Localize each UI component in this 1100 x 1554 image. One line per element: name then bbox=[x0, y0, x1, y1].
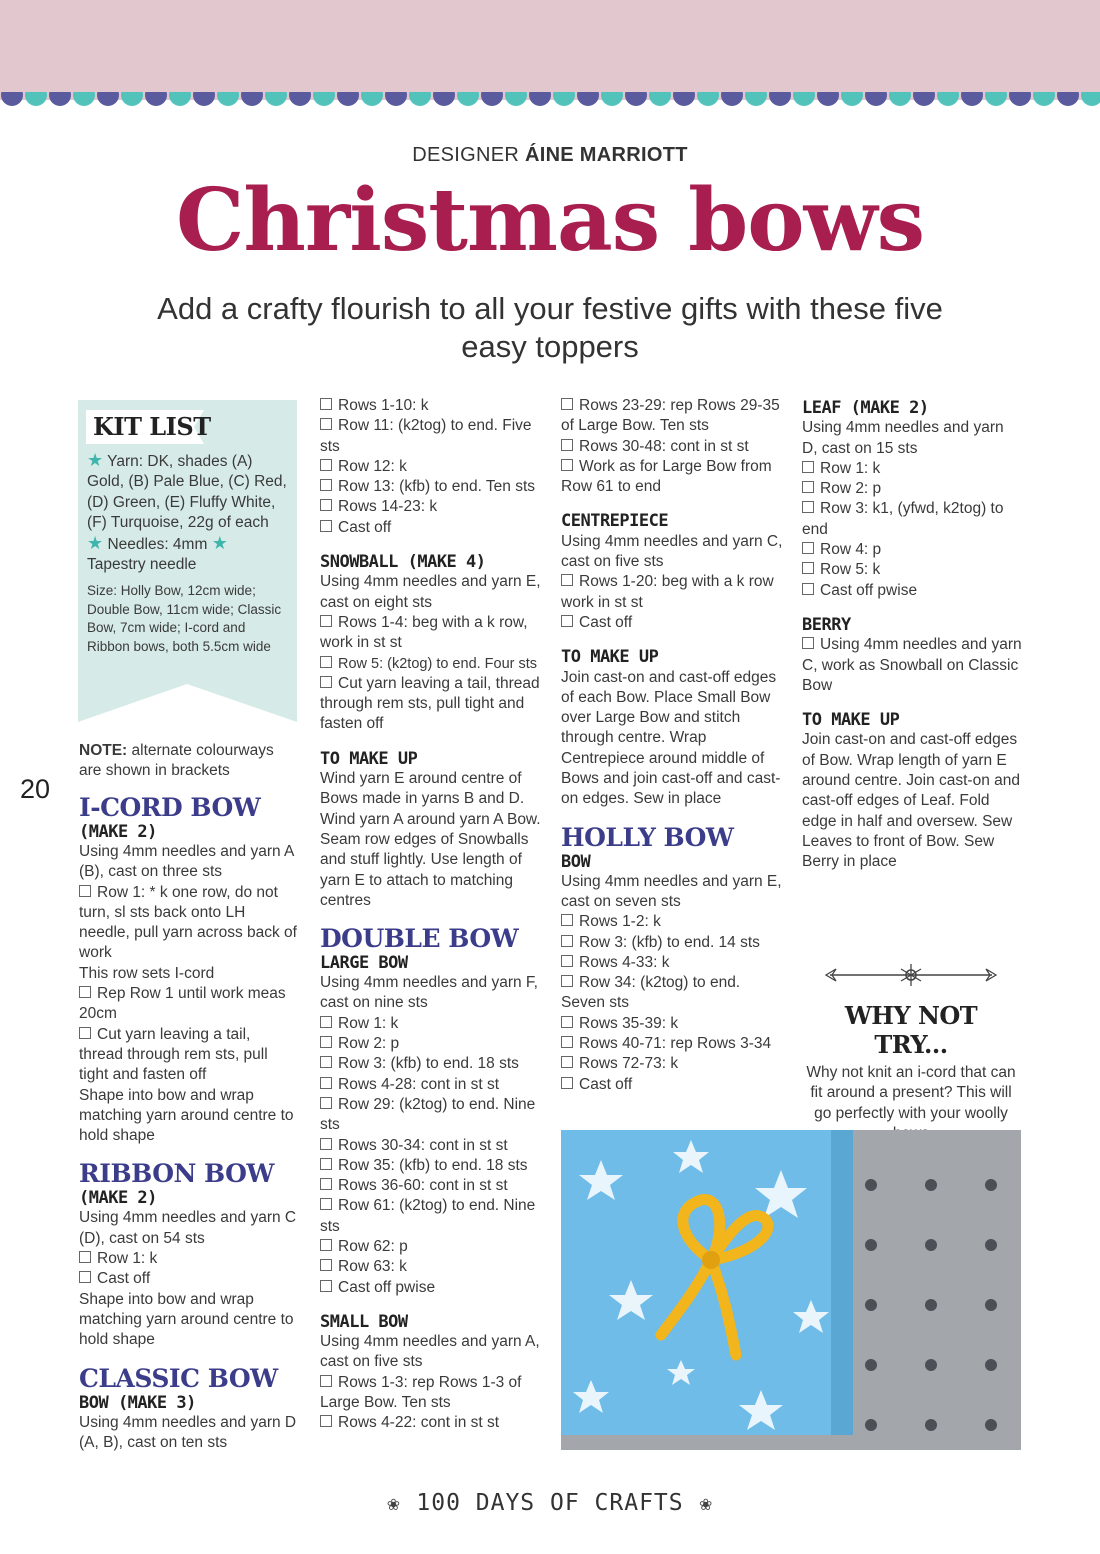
scallop bbox=[73, 92, 95, 106]
scallop bbox=[409, 92, 431, 106]
holly-step: Rows 72-73: k bbox=[561, 1054, 783, 1074]
classic-step: Row 13: (kfb) to end. Ten sts bbox=[320, 477, 542, 497]
scallop bbox=[889, 92, 911, 106]
scallop bbox=[673, 92, 695, 106]
small-title: SMALL BOW bbox=[320, 1311, 408, 1332]
ribbon-line: Shape into bow and wrap matching yarn around centre to hold shape bbox=[79, 1290, 294, 1349]
checkbox[interactable] bbox=[561, 1036, 573, 1048]
makeup-line: Join cast-on and cast-off edges of Bow. Wrap length of yarn E around centre. Join cast-on and cast-off edges of Leaf. Fold edge in half and oversew. Sew Leaves to front of Bow. Sew Berry in place bbox=[802, 731, 1020, 871]
why-not-try-title: WHY NOT TRY... bbox=[844, 1001, 978, 1059]
icord-title: I-CORD BOW bbox=[79, 793, 261, 822]
scallop bbox=[337, 92, 359, 106]
snowball-line: Using 4mm needles and yarn E, cast on eight sts bbox=[320, 573, 541, 611]
scallop bbox=[1009, 92, 1031, 106]
ribbon-line: Using 4mm needles and yarn C (D), cast on 54 sts bbox=[79, 1209, 297, 1247]
ribbon-subtitle: (MAKE 2) bbox=[79, 1188, 157, 1209]
designer-label: DESIGNER bbox=[412, 144, 520, 166]
peg-hole bbox=[865, 1359, 877, 1371]
checkbox[interactable] bbox=[320, 676, 332, 688]
column-4 bbox=[802, 398, 1022, 873]
holly-line: Using 4mm needles and yarn E, cast on seven sts bbox=[561, 872, 782, 910]
scallop bbox=[841, 92, 863, 106]
makeup-title: TO MAKE UP bbox=[561, 647, 659, 668]
double-step: Row 35: (kfb) to end. 18 sts bbox=[320, 1156, 542, 1176]
checkbox[interactable] bbox=[561, 615, 573, 627]
double-step: Rows 30-34: cont in st st bbox=[320, 1136, 542, 1156]
flower-icon: ❀ bbox=[699, 1491, 713, 1515]
peg-hole bbox=[985, 1239, 997, 1251]
scallop bbox=[481, 92, 503, 106]
leaf-step: Row 3: k1, (yfwd, k2tog) to end bbox=[802, 500, 1004, 538]
peg-hole bbox=[925, 1359, 937, 1371]
double-step: Row 63: k bbox=[320, 1257, 542, 1277]
scallop bbox=[217, 92, 239, 106]
classic-subtitle: BOW (MAKE 3) bbox=[79, 1392, 196, 1413]
leaf-line: Using 4mm needles and yarn D, cast on 15 sts bbox=[802, 419, 1004, 457]
double-step: Row 61: (k2tog) to end. Nine sts bbox=[320, 1197, 536, 1235]
checkbox[interactable] bbox=[802, 542, 814, 554]
kit-tapestry: Tapestry needle bbox=[87, 556, 197, 574]
makeup-title: TO MAKE UP bbox=[320, 748, 418, 769]
checkbox[interactable] bbox=[561, 1056, 573, 1068]
scallop bbox=[697, 92, 719, 106]
scallop bbox=[241, 92, 263, 106]
checkbox[interactable] bbox=[802, 501, 814, 513]
checkbox[interactable] bbox=[561, 914, 573, 926]
classic-step: Rows 14-23: k bbox=[320, 497, 542, 517]
icord-subtitle: (MAKE 2) bbox=[79, 822, 157, 842]
leaf-step: Cast off pwise bbox=[802, 581, 1022, 601]
checkbox[interactable] bbox=[320, 479, 332, 491]
scallop bbox=[169, 92, 191, 106]
designer-name: ÁINE MARRIOTT bbox=[524, 144, 688, 166]
checkbox[interactable] bbox=[320, 615, 332, 627]
scallop bbox=[601, 92, 623, 106]
holly-step: Row 3: (kfb) to end. 14 sts bbox=[561, 933, 783, 953]
leaf-step: Row 4: p bbox=[802, 540, 1022, 560]
checkbox[interactable] bbox=[802, 461, 814, 473]
scallop bbox=[865, 92, 887, 106]
scallop bbox=[121, 92, 143, 106]
checkbox[interactable] bbox=[561, 1077, 573, 1089]
scallop bbox=[1, 92, 23, 106]
centrepiece-step: Cast off bbox=[561, 613, 783, 633]
scallop bbox=[577, 92, 599, 106]
note bbox=[79, 741, 294, 782]
holly-step: Rows 40-71: rep Rows 3-34 bbox=[561, 1034, 783, 1054]
checkbox[interactable] bbox=[802, 583, 814, 595]
scallop bbox=[1057, 92, 1079, 106]
berry-step: Using 4mm needles and yarn C, work as Snowball on Classic Bow bbox=[802, 636, 1022, 694]
checkbox[interactable] bbox=[561, 935, 573, 947]
designer-credit bbox=[0, 144, 1100, 167]
peg-hole bbox=[865, 1239, 877, 1251]
column-2 bbox=[320, 396, 542, 1434]
icord-step: Cut yarn leaving a tail, thread through rem sts, pull tight and fasten off bbox=[79, 1025, 268, 1084]
checkbox[interactable] bbox=[79, 1251, 91, 1263]
checkbox[interactable] bbox=[561, 398, 573, 410]
holly-step: Row 34: (k2tog) to end. Seven sts bbox=[561, 974, 741, 1012]
centrepiece-step: Rows 1-20: beg with a k row work in st st bbox=[561, 573, 774, 611]
double-step: Rows 36-60: cont in st st bbox=[320, 1176, 542, 1196]
checkbox[interactable] bbox=[320, 1138, 332, 1150]
snowflake-divider-icon bbox=[816, 960, 1006, 990]
kit-needles: Needles: 4mm bbox=[107, 536, 208, 554]
ribbon-step: Cast off bbox=[79, 1269, 297, 1289]
scallop bbox=[913, 92, 935, 106]
scallop bbox=[961, 92, 983, 106]
checkbox[interactable] bbox=[79, 885, 91, 897]
icord-step: Rep Row 1 until work meas 20cm bbox=[79, 985, 286, 1023]
peg-hole bbox=[985, 1299, 997, 1311]
icord-step: Row 1: * k one row, do not turn, sl sts back onto LH needle, pull yarn across back of work bbox=[79, 883, 297, 962]
flower-icon: ❀ bbox=[387, 1491, 401, 1515]
scallop bbox=[313, 92, 335, 106]
centrepiece-line: Using 4mm needles and yarn C, cast on five sts bbox=[561, 532, 783, 571]
small-step: Rows 23-29: rep Rows 29-35 of Large Bow. Ten sts bbox=[561, 397, 780, 435]
holly-step: Rows 1-2: k bbox=[561, 912, 783, 932]
holly-subtitle: BOW bbox=[561, 851, 591, 872]
snowball-step: Rows 1-4: beg with a k row, work in st st bbox=[320, 613, 528, 652]
scallop bbox=[145, 92, 167, 106]
small-step: Rows 4-22: cont in st st bbox=[320, 1413, 542, 1433]
double-subtitle: LARGE BOW bbox=[320, 953, 408, 974]
checkbox[interactable] bbox=[561, 975, 573, 987]
leaf-title: LEAF (MAKE 2) bbox=[802, 398, 929, 418]
berry-title: BERRY bbox=[802, 614, 851, 635]
checkbox[interactable] bbox=[320, 398, 332, 410]
scallop bbox=[745, 92, 767, 106]
kit-size: Size: Holly Bow, 12cm wide; Double Bow, 11cm wide; Classic Bow, 7cm wide; I-cord and Ribbon bows, both 5.5cm wide bbox=[87, 583, 282, 654]
holly-step: Cast off bbox=[561, 1075, 783, 1095]
scallop bbox=[817, 92, 839, 106]
scallop bbox=[361, 92, 383, 106]
scallop bbox=[793, 92, 815, 106]
scallop bbox=[769, 92, 791, 106]
scallop bbox=[385, 92, 407, 106]
double-step: Row 29: (k2tog) to end. Nine sts bbox=[320, 1095, 536, 1134]
checkbox[interactable] bbox=[320, 656, 332, 668]
scallop bbox=[265, 92, 287, 106]
checkbox[interactable] bbox=[320, 520, 332, 532]
scallop bbox=[25, 92, 47, 106]
scallop bbox=[529, 92, 551, 106]
kit-yarn: Yarn: DK, shades (A) Gold, (B) Pale Blue, (C) Red, (D) Green, (E) Fluffy White, (F) Turquoise, 22g of each bbox=[87, 453, 287, 531]
double-step: Row 1: k bbox=[320, 1014, 542, 1034]
double-step: Row 2: p bbox=[320, 1034, 542, 1054]
scallop bbox=[1033, 92, 1055, 106]
checkbox[interactable] bbox=[320, 1178, 332, 1190]
scallop bbox=[937, 92, 959, 106]
ribbon-step: Row 1: k bbox=[79, 1249, 297, 1269]
scallop bbox=[625, 92, 647, 106]
peg-hole bbox=[925, 1299, 937, 1311]
checkbox[interactable] bbox=[79, 1271, 91, 1283]
checkbox[interactable] bbox=[320, 1415, 332, 1427]
why-not-try-text: Why not knit an i-cord that can fit around a present? This will go perfectly with your woolly bbox=[806, 1064, 1016, 1122]
checkbox[interactable] bbox=[561, 574, 573, 586]
page-number: 20 bbox=[20, 774, 51, 804]
leaf-step: Row 5: k bbox=[802, 560, 1022, 580]
makeup-line: Wind yarn E around centre of Bows made in yarns B and D. Wind yarn A around yarn A Bow. Seam row edges of Snowballs and stuff lightly. Use length of yarn E to attach to matching centres bbox=[320, 770, 541, 909]
star-icon: ★ bbox=[87, 450, 104, 470]
peg-hole bbox=[925, 1179, 937, 1191]
star-icon: ★ bbox=[87, 533, 104, 554]
note-text: alternate colourways are shown in brackets bbox=[79, 742, 274, 780]
checkbox[interactable] bbox=[320, 1239, 332, 1251]
checkbox[interactable] bbox=[320, 1158, 332, 1170]
peg-hole bbox=[925, 1419, 937, 1431]
checkbox[interactable] bbox=[561, 459, 573, 471]
checkbox[interactable] bbox=[561, 955, 573, 967]
star-icon: ★ bbox=[211, 533, 228, 554]
small-line: Using 4mm needles and yarn A, cast on five sts bbox=[320, 1333, 540, 1371]
double-step: Row 3: (kfb) to end. 18 sts bbox=[320, 1054, 542, 1074]
scallop bbox=[553, 92, 575, 106]
peg-hole bbox=[985, 1179, 997, 1191]
holly-title: HOLLY BOW bbox=[561, 822, 734, 852]
double-line: Using 4mm needles and yarn F, cast on nine sts bbox=[320, 974, 538, 1012]
checkbox[interactable] bbox=[320, 1056, 332, 1068]
checkbox[interactable] bbox=[802, 637, 814, 649]
column-3 bbox=[561, 396, 783, 1095]
checkbox[interactable] bbox=[561, 1016, 573, 1028]
checkbox[interactable] bbox=[320, 459, 332, 471]
kit-list-title: KIT LIST bbox=[93, 412, 211, 441]
double-step: Rows 4-28: cont in st st bbox=[320, 1075, 542, 1095]
snowball-step: Row 5: (k2tog) to end. Four sts bbox=[320, 654, 542, 674]
scallop bbox=[985, 92, 1007, 106]
scallop bbox=[289, 92, 311, 106]
double-step: Cast off pwise bbox=[320, 1278, 542, 1298]
checkbox[interactable] bbox=[320, 1077, 332, 1089]
peg-hole bbox=[985, 1419, 997, 1431]
scallop bbox=[457, 92, 479, 106]
gift-photo bbox=[561, 1130, 1021, 1450]
double-step: Row 62: p bbox=[320, 1237, 542, 1257]
small-step: Work as for Large Bow from Row 61 to end bbox=[561, 457, 772, 496]
checkbox[interactable] bbox=[320, 1016, 332, 1028]
classic-line: Using 4mm needles and yarn D (A, B), cast on ten sts bbox=[79, 1413, 297, 1451]
double-title: DOUBLE BOW bbox=[320, 924, 519, 954]
scallop-border bbox=[0, 92, 1100, 114]
checkbox[interactable] bbox=[320, 1375, 332, 1387]
checkbox[interactable] bbox=[320, 1198, 332, 1210]
note-label: NOTE: bbox=[79, 742, 128, 759]
scallop bbox=[193, 92, 215, 106]
checkbox[interactable] bbox=[802, 562, 814, 574]
leaf-step: Row 2: p bbox=[802, 479, 1022, 499]
ribbon-title: RIBBON BOW bbox=[79, 1159, 274, 1189]
classic-step: Row 12: k bbox=[320, 457, 542, 477]
peg-hole bbox=[865, 1299, 877, 1311]
checkbox[interactable] bbox=[320, 1259, 332, 1271]
checkbox[interactable] bbox=[320, 1097, 332, 1109]
checkbox[interactable] bbox=[320, 499, 332, 511]
classic-step: Cast off bbox=[320, 518, 542, 538]
scallop bbox=[49, 92, 71, 106]
holly-step: Rows 35-39: k bbox=[561, 1014, 783, 1034]
classic-step: Row 11: (k2tog) to end. Five sts bbox=[320, 417, 532, 455]
scallop bbox=[1081, 92, 1100, 106]
snowball-title: SNOWBALL (MAKE 4) bbox=[320, 552, 486, 573]
icord-line: Shape into bow and wrap matching yarn around centre to hold shape bbox=[79, 1086, 294, 1145]
checkbox[interactable] bbox=[320, 1280, 332, 1292]
classic-title: CLASSIC BOW bbox=[79, 1363, 278, 1393]
page-subtitle: Add a crafty flourish to all your festive gifts with these five easy toppers bbox=[157, 291, 943, 364]
scallop bbox=[649, 92, 671, 106]
scallop bbox=[505, 92, 527, 106]
holly-step: Rows 4-33: k bbox=[561, 953, 783, 973]
checkbox[interactable] bbox=[320, 1036, 332, 1048]
peg-hole bbox=[865, 1419, 877, 1431]
small-step: Rows 30-48: cont in st st bbox=[561, 437, 783, 457]
checkbox[interactable] bbox=[320, 418, 332, 430]
centrepiece-title: CENTREPIECE bbox=[561, 511, 669, 532]
makeup-line: Join cast-on and cast-off edges of each Bow. Place Small Bow over Large Bow and stitch through centre. Wrap Centrepiece around middle of Bows and join cast-off and cast-on edges. Sew in place bbox=[561, 668, 781, 808]
footer-text: 100 DAYS OF CRAFTS bbox=[416, 1490, 684, 1516]
peg-hole bbox=[865, 1179, 877, 1191]
checkbox[interactable] bbox=[79, 1027, 91, 1039]
snowball-step: Cut yarn leaving a tail, thread through rem sts, pull tight and fasten off bbox=[320, 674, 540, 733]
kit-list-body bbox=[87, 450, 287, 576]
peg-hole bbox=[925, 1239, 937, 1251]
peg-hole bbox=[985, 1359, 997, 1371]
why-not-try-box bbox=[806, 960, 1016, 1144]
leaf-step: Row 1: k bbox=[802, 459, 1022, 479]
top-band bbox=[0, 0, 1100, 100]
footer bbox=[0, 1490, 1100, 1516]
small-step: Rows 1-3: rep Rows 1-3 of Large Bow. Ten sts bbox=[320, 1373, 522, 1412]
checkbox[interactable] bbox=[79, 986, 91, 998]
icord-line: This row sets I-cord bbox=[79, 964, 215, 982]
scallop bbox=[97, 92, 119, 106]
checkbox[interactable] bbox=[802, 481, 814, 493]
makeup-title: TO MAKE UP bbox=[802, 710, 900, 731]
scallop bbox=[433, 92, 455, 106]
icord-line: Using 4mm needles and yarn A (B), cast on three sts bbox=[79, 843, 294, 881]
scallop bbox=[721, 92, 743, 106]
classic-step: Rows 1-10: k bbox=[320, 396, 542, 416]
checkbox[interactable] bbox=[561, 439, 573, 451]
page-title: Christmas bows bbox=[175, 170, 925, 271]
column-1 bbox=[79, 794, 297, 1453]
